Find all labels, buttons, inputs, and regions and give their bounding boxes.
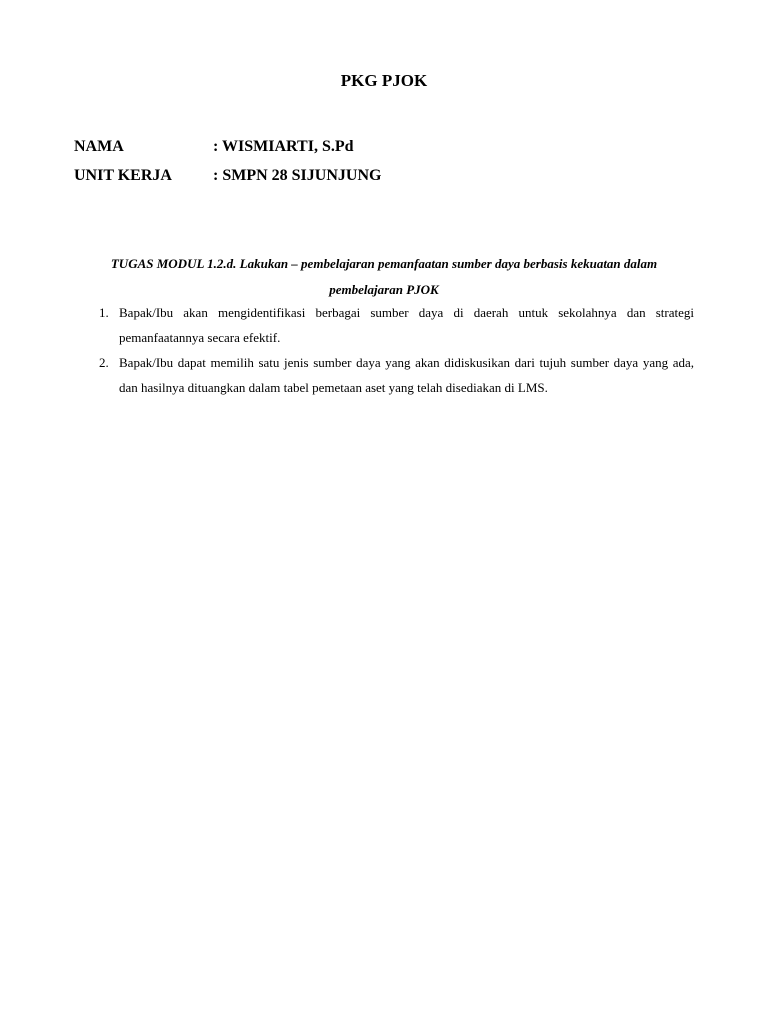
list-item-number: 2. [99,355,109,370]
info-label: NAMA [74,138,124,155]
task-list [74,300,694,400]
info-value: : WISMIARTI, S.Pd [213,138,354,155]
info-row-unit-kerja [74,166,381,186]
info-row-nama [74,137,354,157]
list-item-text: Bapak/Ibu akan mengidentifikasi berbagai sumber daya di daerah untuk sekolahnya dan strategi pemanfaatannya secara efektif. [119,305,694,345]
task-heading: TUGAS MODUL 1.2.d. Lakukan – pembelajaran pemanfaatan sumber daya berbasis kekuatan dalam pembelajaran PJOK [110,256,658,297]
info-label: UNIT KERJA [74,167,172,184]
list-item-text: Bapak/Ibu dapat memilih satu jenis sumber daya yang akan didiskusikan dari tujuh sumber daya yang ada, dan hasilnya dituangkan dalam tabel pemetaan aset yang telah disediakan di LMS. [119,355,694,395]
list-item-number: 1. [99,305,109,320]
info-value: : SMPN 28 SIJUNJUNG [213,167,382,184]
document-title: PKG PJOK [340,71,428,90]
list-item [74,350,694,400]
list-item [74,300,694,350]
